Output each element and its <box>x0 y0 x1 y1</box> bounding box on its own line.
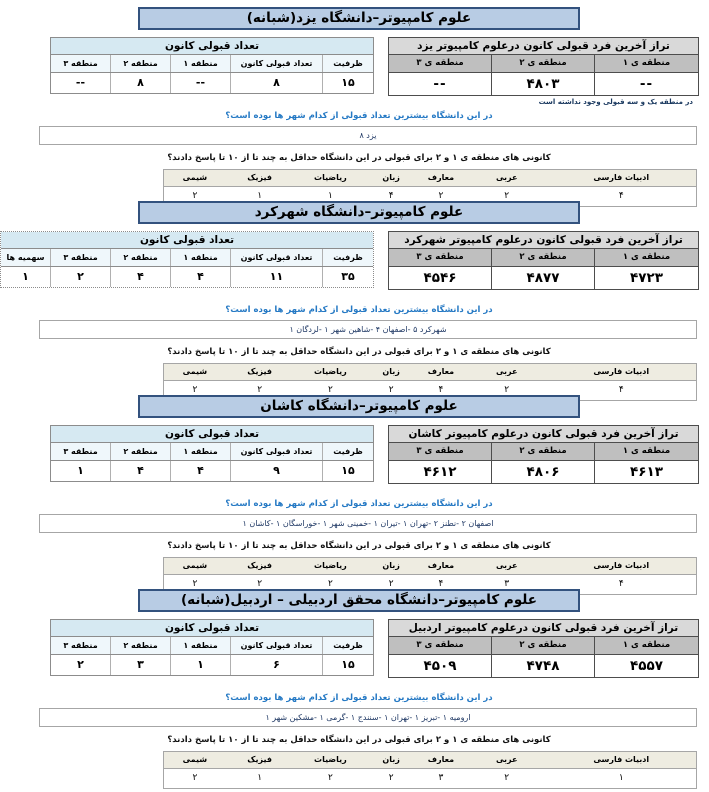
count-col-header: ظرفیت <box>323 637 373 654</box>
count-table-title: تعداد قبولی کانون <box>51 620 373 637</box>
subject-col-header: ادبیات فارسی <box>593 561 650 570</box>
subjects-table <box>163 363 697 401</box>
count-col-header: منطقه ۱ <box>171 55 231 72</box>
score-value-cell: ۴۸۷۷ <box>492 267 595 289</box>
count-table <box>50 37 374 94</box>
score-col-header: منطقه ی ۳ <box>389 443 492 460</box>
count-value-cell: ۱۵ <box>341 76 355 89</box>
subject-value-cell: ۱ <box>257 773 263 783</box>
subject-value-cell: ۳ <box>438 773 444 783</box>
subject-col-header: فیزیک <box>247 755 272 764</box>
score-value-cell: -- <box>639 76 654 92</box>
score-table-header-row <box>389 637 698 655</box>
count-value-cell: -- <box>51 73 111 93</box>
subject-value-cell: ۲ <box>504 385 510 395</box>
subject-value-cell: ۱ <box>618 773 624 783</box>
section-title: علوم کامپیوتر–دانشگاه کاشان <box>138 395 580 418</box>
tables-row <box>9 619 709 678</box>
score-value-cell: ۴۵۵۷ <box>630 658 663 674</box>
count-col-header: منطقه ۱ <box>171 443 231 460</box>
count-col-header: منطقه ۲ <box>111 249 171 266</box>
score-table-note <box>9 290 709 301</box>
count-value-cell: ۱۱ <box>231 267 323 287</box>
subject-col-header: شیمی <box>182 755 208 764</box>
city-question: در این دانشگاه بیشترین تعداد قبولی از کدام شهر ها بوده است؟ <box>225 305 493 315</box>
count-col-header: منطقه ۳ <box>51 55 111 72</box>
count-value-cell: ۱۵ <box>341 464 355 477</box>
subject-col-header: ریاضیات <box>314 755 347 764</box>
subject-col-header: ادبیات فارسی <box>593 173 650 182</box>
count-col-header: تعداد قبولی کانون <box>231 55 323 72</box>
section-title: علوم کامپیوتر–دانشگاه یزد(شبانه) <box>138 7 580 30</box>
university-section <box>9 388 709 589</box>
count-value-cell: ۸ <box>231 73 323 93</box>
subject-value-cell: ۲ <box>504 773 510 783</box>
score-col-header: منطقه ی ۳ <box>389 637 492 654</box>
score-table-title: تراز آخرین فرد قبولی کانون درعلوم کامپیوتر شهرکرد <box>389 232 698 249</box>
count-col-header: منطقه ۱ <box>171 637 231 654</box>
count-table-title: تعداد قبولی کانون <box>51 38 373 55</box>
score-table-title: تراز آخرین فرد قبولی کانون درعلوم کامپیوتر کاشان <box>389 426 698 443</box>
count-col-header: منطقه ۳ <box>51 443 111 460</box>
score-col-header: منطقه ی ۱ <box>595 443 698 460</box>
score-value-cell: ۴۶۱۲ <box>389 461 492 483</box>
count-col-header: ظرفیت <box>323 443 373 460</box>
count-col-header: منطقه ۱ <box>171 249 231 266</box>
city-answer-row: ارومیه ۱ -تبریز ۱ -تهران ۱ -سنندج ۱ -گرمی ۱ -مشکین شهر ۱ <box>39 708 697 727</box>
tables-row <box>9 425 709 484</box>
tables-row <box>9 37 709 96</box>
count-table-header-row <box>51 637 373 655</box>
tables-row <box>6 231 709 290</box>
count-table-value-row <box>51 461 373 481</box>
count-value-cell: ۲ <box>51 655 111 675</box>
score-value-cell: ۴۵۰۹ <box>389 655 492 677</box>
score-value-cell: ۴۷۲۳ <box>630 270 663 286</box>
count-table-header-row <box>1 249 373 267</box>
score-col-header: منطقه ی ۳ <box>389 249 492 266</box>
subjects-table <box>163 751 697 789</box>
university-section <box>9 0 709 201</box>
city-answer-row: شهرکرد ۵ -اصفهان ۴ -شاهین شهر ۱ -لردگان ۱ <box>39 320 697 339</box>
city-answer-row: اصفهان ۲ -نطنز ۲ -تهران ۱ -تیران ۱ -خمینی شهر ۱ -خوراسگان ۱ -کاشان ۱ <box>39 514 697 533</box>
subject-value-cell: ۳ <box>504 579 510 589</box>
report-page <box>6 0 709 783</box>
count-value-cell: ۱ <box>171 655 231 675</box>
count-table-title: تعداد قبولی کانون <box>51 426 373 443</box>
subject-col-header: فیزیک <box>247 561 272 570</box>
count-table <box>0 231 374 288</box>
count-value-cell: ۱ <box>51 461 111 481</box>
subject-col-header: فیزیک <box>247 367 272 376</box>
count-table <box>50 619 374 676</box>
subject-col-header: عربی <box>495 561 518 570</box>
subject-col-header: عربی <box>495 367 518 376</box>
subjects-table <box>163 557 697 595</box>
count-col-header: تعداد قبولی کانون <box>231 249 323 266</box>
city-question: در این دانشگاه بیشترین تعداد قبولی از کدام شهر ها بوده است؟ <box>225 499 493 509</box>
score-table-title: تراز آخرین فرد قبولی کانون درعلوم کامپیوتر اردبیل <box>389 620 698 637</box>
score-col-header: منطقه ی ۱ <box>595 55 698 72</box>
count-col-header: تعداد قبولی کانون <box>231 443 323 460</box>
subject-value-cell: ۲ <box>327 773 333 783</box>
section-title: علوم کامپیوتر–دانشگاه محقق اردبیلی – اردبیل(شبانه) <box>138 589 580 612</box>
count-value-cell: ۹ <box>231 461 323 481</box>
count-value-cell: ۳۵ <box>341 270 355 283</box>
subject-value-cell: ۱ <box>327 191 333 201</box>
score-table-value-row <box>389 461 698 483</box>
subject-col-header: ریاضیات <box>314 561 347 570</box>
subject-value-cell: ۲ <box>192 579 198 589</box>
subject-col-header: زبان <box>382 561 400 570</box>
count-table-value-row <box>1 267 373 287</box>
score-table-value-row <box>389 267 698 289</box>
subject-col-header: زبان <box>382 173 400 182</box>
subject-col-header: شیمی <box>182 561 208 570</box>
subjects-header-row <box>164 364 696 381</box>
score-value-cell: ۴۵۴۶ <box>389 267 492 289</box>
count-value-cell: ۶ <box>231 655 323 675</box>
subject-col-header: ادبیات فارسی <box>593 367 650 376</box>
subjects-header-row <box>164 752 696 769</box>
subject-value-cell: ۲ <box>438 191 444 201</box>
subject-col-header: شیمی <box>182 367 208 376</box>
count-col-header: منطقه ۳ <box>51 249 111 266</box>
subject-col-header: معارف <box>427 755 455 764</box>
count-value-cell: ۲ <box>51 267 111 287</box>
subject-value-cell: ۲ <box>192 385 198 395</box>
score-table-note <box>9 484 709 495</box>
count-col-header: منطقه ۲ <box>111 443 171 460</box>
score-col-header: منطقه ی ۲ <box>492 55 595 72</box>
subject-value-cell: ۲ <box>257 385 263 395</box>
subjects-value-row <box>164 769 696 788</box>
score-table <box>388 619 699 678</box>
count-table-value-row <box>51 655 373 675</box>
score-col-header: منطقه ی ۲ <box>492 249 595 266</box>
count-table-header-row <box>51 443 373 461</box>
count-col-header: سهمیه ها <box>1 249 51 266</box>
score-value-cell: -- <box>389 73 492 95</box>
score-value-cell: ۴۸۰۶ <box>492 461 595 483</box>
subject-value-cell: ۲ <box>327 579 333 589</box>
subject-value-cell: ۴ <box>618 191 624 201</box>
score-col-header: منطقه ی ۲ <box>492 443 595 460</box>
count-value-cell: ۱۵ <box>341 658 355 671</box>
subject-value-cell: ۱ <box>257 191 263 201</box>
subject-value-cell: ۴ <box>438 579 444 589</box>
subject-col-header: شیمی <box>182 173 208 182</box>
score-col-header: منطقه ی ۱ <box>595 637 698 654</box>
score-table-header-row <box>389 249 698 267</box>
subject-col-header: معارف <box>427 173 455 182</box>
score-table-header-row <box>389 443 698 461</box>
count-table-value-row <box>51 73 373 93</box>
score-value-cell: ۴۸۰۳ <box>492 73 595 95</box>
subject-col-header: معارف <box>427 367 455 376</box>
subject-value-cell: ۲ <box>388 385 394 395</box>
subjects-question: کانونی های منطقه ی ۱ و ۲ برای قبولی در این دانشگاه حداقل به چند تا از ۱۰ تا پاسخ دادند؟ <box>167 347 551 357</box>
subject-value-cell: ۴ <box>388 191 394 201</box>
count-col-header: ظرفیت <box>323 249 373 266</box>
score-table <box>388 425 699 484</box>
subject-value-cell: ۲ <box>192 773 198 783</box>
subjects-question: کانونی های منطقه ی ۱ و ۲ برای قبولی در این دانشگاه حداقل به چند تا از ۱۰ تا پاسخ دادند؟ <box>167 153 551 163</box>
subject-value-cell: ۲ <box>504 191 510 201</box>
subject-col-header: معارف <box>427 561 455 570</box>
subjects-question: کانونی های منطقه ی ۱ و ۲ برای قبولی در این دانشگاه حداقل به چند تا از ۱۰ تا پاسخ دادند؟ <box>167 541 551 551</box>
count-col-header: منطقه ۲ <box>111 55 171 72</box>
count-col-header: منطقه ۲ <box>111 637 171 654</box>
subject-col-header: ریاضیات <box>314 367 347 376</box>
score-value-cell: ۴۶۱۳ <box>630 464 663 480</box>
count-value-cell: ۸ <box>111 73 171 93</box>
subject-col-header: عربی <box>495 755 518 764</box>
count-table <box>50 425 374 482</box>
count-value-cell: ۴ <box>111 461 171 481</box>
subjects-header-row <box>164 558 696 575</box>
subject-value-cell: ۴ <box>438 385 444 395</box>
subject-col-header: زبان <box>382 755 400 764</box>
subject-value-cell: ۴ <box>618 579 624 589</box>
university-section <box>6 194 709 395</box>
subject-value-cell: ۲ <box>192 191 198 201</box>
score-table <box>388 37 699 96</box>
subjects-question: کانونی های منطقه ی ۱ و ۲ برای قبولی در این دانشگاه حداقل به چند تا از ۱۰ تا پاسخ دادند؟ <box>167 735 551 745</box>
subject-value-cell: ۲ <box>388 579 394 589</box>
subject-col-header: فیزیک <box>247 173 272 182</box>
count-value-cell: ۱ <box>1 267 51 287</box>
score-table-value-row <box>389 655 698 677</box>
subject-col-header: زبان <box>382 367 400 376</box>
section-title: علوم کامپیوتر–دانشگاه شهرکرد <box>138 201 580 224</box>
count-value-cell: ۴ <box>111 267 171 287</box>
score-table-note: در منطقه یک و سه قبولی وجود نداشته است <box>538 98 693 106</box>
score-table-header-row <box>389 55 698 73</box>
subject-value-cell: ۲ <box>257 579 263 589</box>
score-table <box>388 231 699 290</box>
city-question: در این دانشگاه بیشترین تعداد قبولی از کدام شهر ها بوده است؟ <box>225 111 493 121</box>
count-value-cell: ۳ <box>111 655 171 675</box>
subjects-header-row <box>164 170 696 187</box>
count-value-cell: ۴ <box>171 267 231 287</box>
count-col-header: تعداد قبولی کانون <box>231 637 323 654</box>
city-question: در این دانشگاه بیشترین تعداد قبولی از کدام شهر ها بوده است؟ <box>225 693 493 703</box>
subject-col-header: ریاضیات <box>314 173 347 182</box>
score-table-title: تراز آخرین فرد قبولی کانون درعلوم کامپیوتر یزد <box>389 38 698 55</box>
score-table-value-row <box>389 73 698 95</box>
subject-value-cell: ۲ <box>388 773 394 783</box>
subjects-table <box>163 169 697 207</box>
university-section <box>9 582 709 783</box>
subject-value-cell: ۴ <box>618 385 624 395</box>
city-answer-row: یزد ۸ <box>39 126 697 145</box>
count-col-header: منطقه ۳ <box>51 637 111 654</box>
count-value-cell: ۴ <box>171 461 231 481</box>
score-col-header: منطقه ی ۱ <box>595 249 698 266</box>
count-table-header-row <box>51 55 373 73</box>
count-value-cell: -- <box>171 73 231 93</box>
count-table-title: تعداد قبولی کانون <box>1 232 373 249</box>
subject-col-header: ادبیات فارسی <box>593 755 650 764</box>
score-col-header: منطقه ی ۲ <box>492 637 595 654</box>
count-col-header: ظرفیت <box>323 55 373 72</box>
score-col-header: منطقه ی ۳ <box>389 55 492 72</box>
subject-value-cell: ۲ <box>327 385 333 395</box>
score-table-note <box>9 678 709 689</box>
score-value-cell: ۴۷۴۸ <box>492 655 595 677</box>
subject-col-header: عربی <box>495 173 518 182</box>
